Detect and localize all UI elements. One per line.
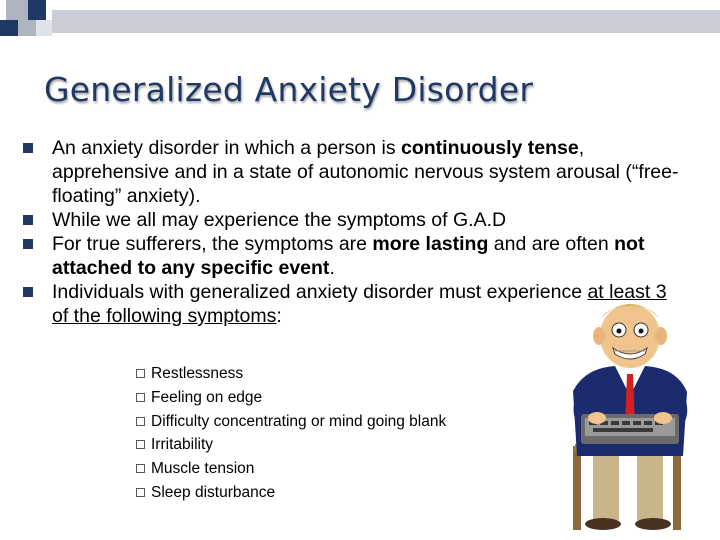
symptom-label: Feeling on edge [151,388,263,406]
symptom-label: Restlessness [151,365,244,382]
square-bullet-icon [23,215,33,225]
bullet-item [20,136,680,208]
square-bullet-icon [23,143,33,153]
bullet-text: For true sufferers, the symptoms are [52,233,373,255]
bullet-text: and are often [488,233,615,255]
symptom-label: Sleep disturbance [151,483,276,501]
symptom-list [132,362,446,505]
bullet-item [20,232,680,280]
checkbox-bullet-icon [136,440,145,449]
bullet-text: continuously tense [401,137,579,159]
bullet-text: not attached to any specific event [52,233,645,279]
bullet-text: , apprehensive and in a state of autonomic nervous system arousal (“free-floating” anxiety). [52,137,679,207]
bullet-text: While we all may experience the symptoms of G.A.D [52,209,507,231]
bullet-text: . [329,257,335,279]
deco-square [6,0,28,20]
checkbox-bullet-icon [136,393,145,402]
bullet-text: An anxiety disorder in which a person is [52,137,402,159]
deco-square [28,0,46,20]
square-bullet-icon [23,287,33,297]
symptom-item [132,481,446,505]
checkbox-bullet-icon [136,369,145,378]
header-bar [52,10,720,33]
square-bullet-icon [23,239,33,249]
checkbox-bullet-icon [136,488,145,497]
bullet-text: Individuals with generalized anxiety disorder must experience [52,281,588,303]
symptom-label: Irritability [151,436,214,454]
symptom-item [132,433,446,457]
bullet-text: : [276,305,282,327]
symptom-item [132,410,446,434]
symptom-item [132,362,446,386]
deco-square [18,20,36,36]
bullet-item [20,208,680,232]
symptom-label: Difficulty concentrating or mind going blank [151,412,447,430]
slide-title: Generalized Anxiety Disorder [44,70,534,109]
checkbox-bullet-icon [136,464,145,473]
symptom-label: Muscle tension [151,460,255,478]
bullet-text: at least 3 of the following symptoms [52,281,667,327]
deco-square [0,20,18,36]
symptom-item [132,457,446,481]
deco-square [36,20,52,36]
nervous-man-illustration [555,296,705,532]
symptom-item [132,386,446,410]
bullet-text: more lasting [372,233,489,255]
checkbox-bullet-icon [136,417,145,426]
